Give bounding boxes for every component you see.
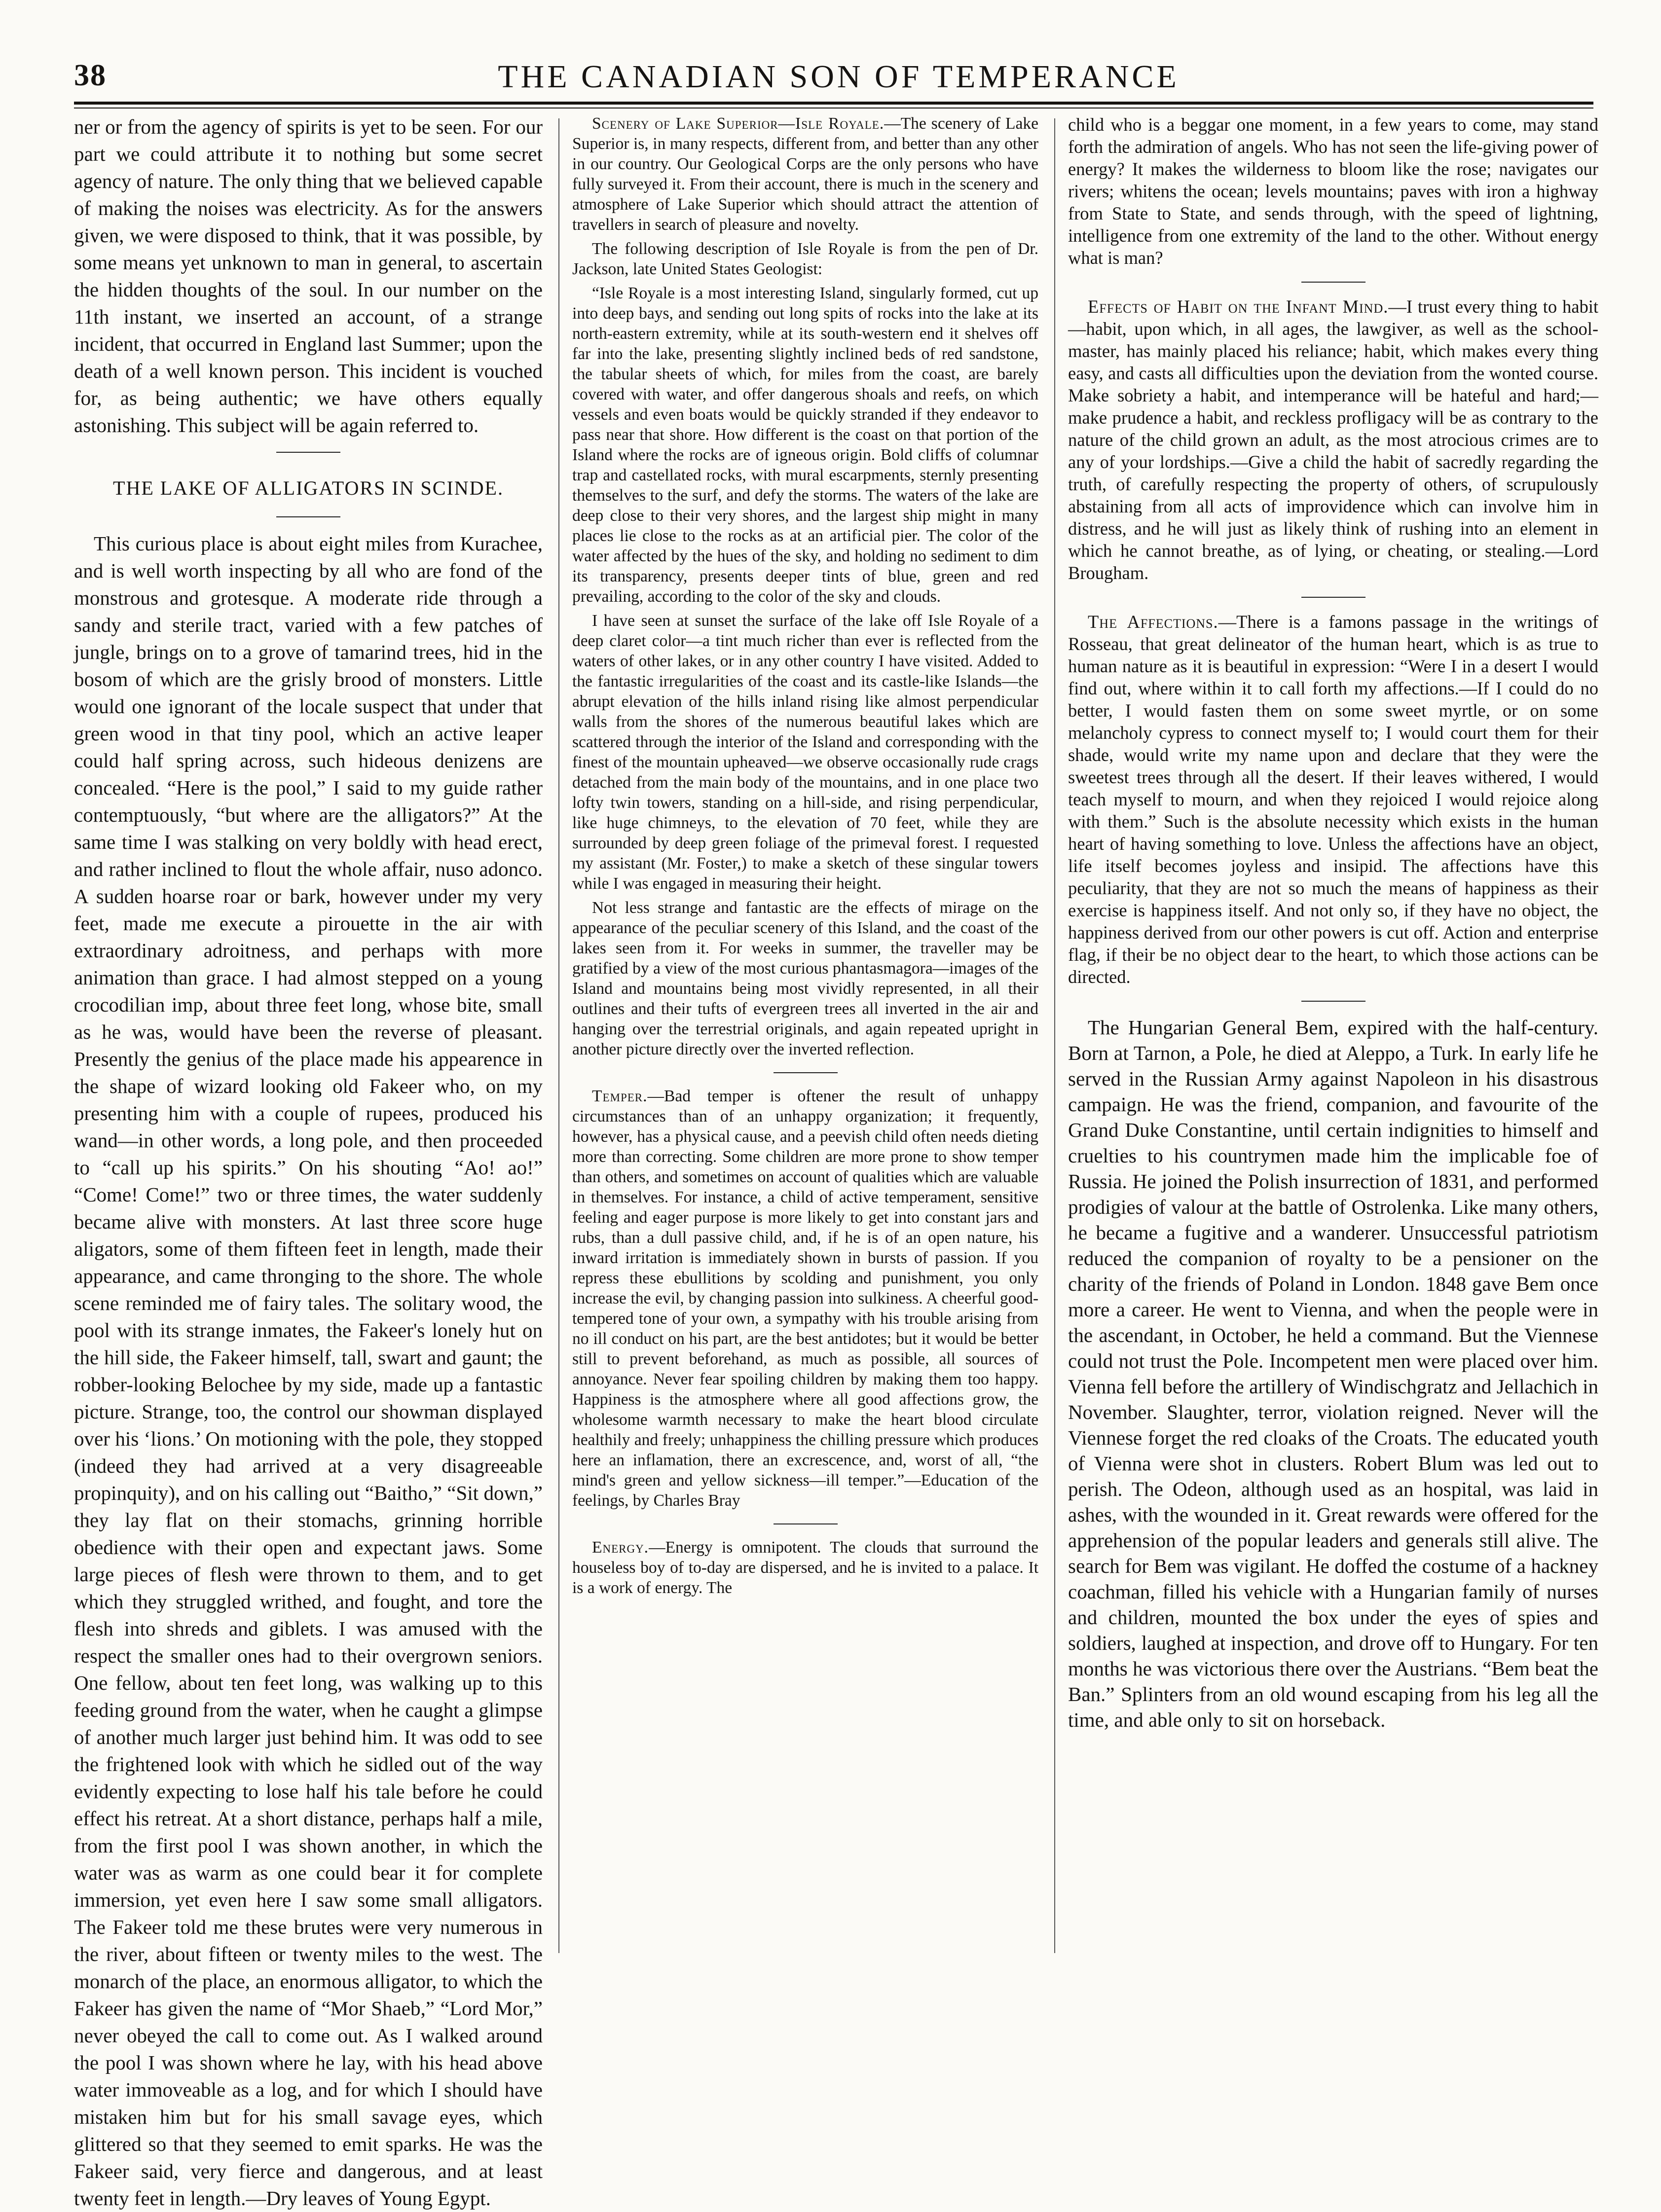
temper-body: —Bad temper is oftener the result of unhappy circumstances than of an unhappy organization; it frequently, however, has a physical cause, and a peevish child often needs dieting more than correcting. Some children are more prone to show temper than others, and sometimes on account of qualities which are valuable in themselves. For instance, a child of active temperament, sensitive feeling and eager purpose is more likely to get into constant jars and rubs, than a dull passive child, and, if he is of an open nature, his inward irritation is immediately shown in bursts of passion. If you repress these ebullitions by scolding and punishment, you only increase the evil, by changing passion into sulkiness. A cheerful good-tempered tone of your own, a sympathy with his trouble arising from no ill conduct on his part, are the best antidotes; but it would be better still to prevent beforehand, as much as possible, all sources of annoyance. Never fear spoiling children by making them too happy. Happiness is the atmosphere where all good affections grow, the wholesome warmth necessary to make the heart blood circulate healthily and freely; unhappiness the chilling pressure which produces here an inflamation, there an excrescence, and, worst of all, “the mind's green and yellow sickness—ill temper.”—Education of the feelings, by Charles Bray (572, 1087, 1038, 1510)
energy-body: —Energy is omnipotent. The clouds that surround the houseless boy of to-day are dispersed, and he is invited to a palace. It is a work of energy. The (572, 1538, 1038, 1597)
affections-body: —There is a famons passage in the writings of Rosseau, that great delineator of the human heart, which is as true to human nature as it is beautiful in expression: “Were I in a desert I would find out, where within it to call forth my affections.—If I could do no better, I would fasten them on some sweet myrtle, or on some melancholy cypress to connect myself to; I would court them for their shade, would write my name upon and declare that they were the sweetest trees through all the desert. If their leaves withered, I would teach myself to mourn, and when they rejoiced I would rejoice along with them.” Such is the absolute necessity which exists in the human heart of having something to love. Unless the affections have an object, life itself becomes joyless and insipid. The affections have this peculiarity, that they are not so much the means of happiness as their exercise is happiness itself. And not only so, if they have no object, the happiness derived from our other powers is cut off. Action and enterprise flag, if their be no object dear to the heart, to which those actions can be directed. (1068, 612, 1598, 987)
isle-royale-intro: The following description of Isle Royale is from the pen of Dr. Jackson, late United States Geologist: (572, 240, 1038, 278)
page-number: 38 (74, 59, 107, 92)
habit-title: Effects of Habit on the Infant Mind. (1088, 296, 1389, 317)
header-rule-thin (74, 108, 1593, 109)
spirits-article-end: ner or from the agency of spirits is yet to be seen. For our part we could attribute it to nothing but some secret agency of nature. The only thing that we believed capable of making the noises was electricity. As for the answers given, we were disposed to think, that it was possible, by some means yet unknown to man in general, to ascertain the hidden thoughts of the soul. In our number on the 11th instant, we inserted an account, of a strange incident, that occurred in England last Summer; upon the death of a well known person. This incident is vouched for, as being authentic; we have others equally astonishing. This subject will be again referred to. (74, 115, 543, 436)
alligators-heading: THE LAKE OF ALLIGATORS IN SCINDE. (113, 477, 504, 499)
column-divider-2 (1054, 118, 1055, 1953)
section-divider (276, 516, 340, 517)
column-3 (1068, 113, 1598, 2037)
section-divider (1301, 597, 1366, 598)
affections-title: The Affections. (1088, 612, 1218, 632)
page-header (74, 58, 1603, 100)
column-divider-1 (558, 118, 559, 1953)
isle-royale-sunset: I have seen at sunset the surface of the lake off Isle Royale of a deep claret color—a tint much richer than ever is reflected from the waters of other lakes, or in any other country I have visited. Added to the fantastic irregularities of the coast and its castle-like Islands—the abrupt elevation of the hills inland rising like almost perpendicular walls from the shores of the numerous beautiful lakes which are scattered through the interior of the Island and corresponding with the finest of the mountain upheaved—we observe occasionally rude crags detached from the main body of the mountains, and in one place two lofty twin towers, standing on a hill-side, and rising perpendicular, like huge chimneys, to the elevation of 70 feet, while they are surrounded by deep green foliage of the primeval forest. I requested my assistant (Mr. Foster,) to make a sketch of these singular towers while I was engaged in measuring their height. (572, 612, 1038, 893)
header-rule-thick (74, 102, 1593, 105)
section-divider (1301, 1001, 1366, 1002)
masthead-title: THE CANADIAN SON OF TEMPERANCE (498, 59, 1180, 95)
habit-body: —I trust every thing to habit—habit, upon which, in all ages, the lawgiver, as well as the school-master, has mainly placed his reliance; habit, which makes every thing easy, and casts all difficulties upon the deviation from the wonted course. Make sobriety a habit, and intemperance will be hateful and hard;—make prudence a habit, and reckless profligacy will be as contrary to the nature of the child grown an adult, as the most atrocious crimes are to any of your lordships.—Give a child the habit of sacredly regarding the truth, of carefully respecting the property of others, of scrupulously abstaining from all acts of improvidence which can involve him in distress, and he will just as likely think of rushing into an element in which he cannot breathe, as of lying, or cheating, or stealing.—Lord Brougham. (1068, 296, 1598, 583)
isle-royale-mirage: Not less strange and fantastic are the effects of mirage on the appearance of the peculiar scenery of this Island, and the coast of the lakes seen from it. For weeks in summer, the traveller may be gratified by a view of the most curious phantasmagora—images of the Island and mountains being most vividly represented, in all their outlines and their tufts of evergreen trees all inverted in the air and hanging over the terrestrial originals, and again repeated upright in another picture directly over the inverted reflection. (572, 899, 1038, 1058)
temper-title: Temper. (592, 1087, 648, 1105)
column-2 (572, 113, 1038, 2037)
section-divider (774, 1523, 838, 1524)
column-1 (74, 113, 543, 2210)
section-divider (774, 1072, 838, 1073)
section-divider (1301, 282, 1366, 283)
general-bem-article: The Hungarian General Bem, expired with the half-century. Born at Tarnon, a Pole, he died at Aleppo, a Turk. In early life he served in the Russian Army against Napoleon in his disastrous campaign. He was the friend, companion, and favourite of the Grand Duke Constantine, until certain indignities to himself and cruelties to his countrymen made him the implicable foe of Russia. He joined the Polish insurrection of 1831, and performed prodigies of valour at the battle of Ostrolenka. Like many others, he became a fugitive and a wanderer. Unsuccessful patriotism reduced the companion of royalty to be a pensioner on the charity of the friends of Poland in London. 1848 gave Bem once more a career. He went to Vienna, and when the people were in the ascendant, in October, he held a command. But the Viennese could not trust the Pole. Incompetent men were placed over him. Vienna fell before the artillery of Windischgratz and Jellachich in November. Slaughter, terror, violation reigned. Never will the Viennese forget the red cloaks of the Croats. The educated youth of Vienna were shot in clusters. Robert Blum was led out to perish. The Odeon, although used as an hospital, was laid in ashes, with the wounded in it. Great rewards were offered for the apprehension of the popular leaders and generals still alive. The search for Bem was vigilant. He doffed the costume of a hackney coachman, filled his vehicle with a Hungarian family of nurses and children, mounted the box under the eyes of spies and soldiers, laughed at inspection, and drove off to Hungary. For ten months he was victorious there over the Austrians. “Bem beat the Ban.” Splinters from an old wound escaping from his leg all the time, and able only to sit on horseback. (1068, 1016, 1598, 1731)
isle-royale-description: “Isle Royale is a most interesting Island, singularly formed, cut up into deep bays, and sending out long spits of rocks into the lake at its north-eastern extremity, while at its south-western end it shelves off far into the lake, presenting slightly inclined beds of red sandstone, the tabular sheets of which, for miles from the coast, are barely covered with water, and offer dangerous shoals and reefs, on which vessels and even boats would be quickly stranded if they endeavor to pass near that shore. How different is the coast on that portion of the Island where the rocks are of igneous origin. Bold cliffs of columnar trap and castellated rocks, with mural escarpments, sternly presenting themselves to the surf, and defy the storms. The waters of the lake are deep close to their very shores, and the largest ship might in many places lie close to the rocks as at an artificial pier. The color of the water affected by the hues of the sky, and holding no sediment to dim its transparency, presents deeper tints of blue, green and red prevailing, according to the color of the sky and clouds. (572, 284, 1038, 606)
lake-superior-title: Scenery of Lake Superior—Isle Royale. (592, 114, 885, 133)
energy-title: Energy. (592, 1538, 649, 1557)
section-divider (276, 452, 340, 453)
alligators-article-body: This curious place is about eight miles from Kurachee, and is well worth inspecting by all who are fond of the monstrous and grotesque. A moderate ride through a sandy and sterile tract, varied with a few patches of jungle, brings on to a grove of tamarind trees, hid in the bosom of which are the grisly brood of monsters. Little would one ignorant of the locale suspect that under that green wood in that tiny pool, which an active leaper could half spring across, such hideous denizens are concealed. “Here is the pool,” I said to my guide rather contemptuously, “but where are the alligators?” At the same time I was stalking on very boldly with head erect, and rather inclined to flout the whole affair, nuso adonco. A sudden hoarse roar or bark, however under my very feet, made me execute a pirouette in the air with extraordinary adroitness, and perhaps with more animation than grace. I had almost stepped on a young crocodilian imp, about three feet long, whose bite, small as he was, would have been the reverse of pleasant. Presently the genius of the place made his appearence in the shape of wizard looking old Fakeer who, on my presenting him with a couple of rupees, produced his wand—in other words, a long pole, and then proceeded to “call up his spirits.” On his shouting “Ao! ao!” “Come! Come!” two or three times, the water suddenly became alive with monsters. At last three score huge aligators, some of them fifteen feet in length, made their appearance, and came thronging to the shore. The whole scene reminded me of fairy tales. The solitary wood, the pool with its strange inmates, the Fakeer's lonely hut on the hill side, the Fakeer himself, tall, swart and gaunt; the robber-looking Belochee by my side, made up a fantastic picture. Strange, too, the control our showman displayed over his ‘lions.’ On motioning with the pole, they stopped (indeed they had arrived at a very disagreeable propinquity), and on his calling out “Baitho,” “Sit down,” they lay flat on their stomachs, grinning horrible obedience with their open and expectant jaws. Some large pieces of flesh were thrown to them, and to get which they struggled writhed, and fought, and tore the flesh into shreds and giblets. I was amused with the respect the smaller ones had to their overgrown seniors. One fellow, about ten feet long, was walking up to this feeding ground from the water, when he caught a glimpse of another much larger just behind him. It was odd to see the frightened look with which he sidled out of the way evidently expecting to lose half his tale before he could effect his retreat. At a short distance, perhaps half a mile, from the first pool I was shown another, in which the water was as warm as one could bear it for complete immersion, yet even here I saw some small alligators. The Fakeer told me these brutes were very numerous in the river, about fifteen or twenty miles to the west. The monarch of the place, an enormous alligator, to which the Fakeer has given the name of “Mor Shaeb,” “Lord Mor,” never obeyed the call to come out. As I walked around the pool I was shown where he lay, with his head above water immoveable as a log, and for which I should have mistaken him but for his small savage eyes, which glittered so that they seemed to emit sparks. He was the Fakeer said, very fierce and dangerous, and at least twenty feet in length.—Dry leaves of Young Egypt. (74, 532, 543, 2210)
lake-superior-intro: —The scenery of Lake Superior is, in many respects, different from, and better than any other in our country. Our Geological Corps are the only persons who have fully surveyed it. From their account, there is much in the scenery and atmosphere of Lake Superior which should attract the attention of travellers in search of pleasure and novelty. (572, 114, 1038, 234)
energy-continued: child who is a beggar one moment, in a few years to come, may stand forth the admiration of angels. Who has not seen the life-giving power of energy? It makes the wilderness to bloom like the rose; navigates our rivers; whitens the ocean; levels mountains; paves with iron a highway from State to State, and sends through, with the speed of lightning, intelligence from one extremity of the land to the other. Without energy what is man? (1068, 114, 1598, 268)
